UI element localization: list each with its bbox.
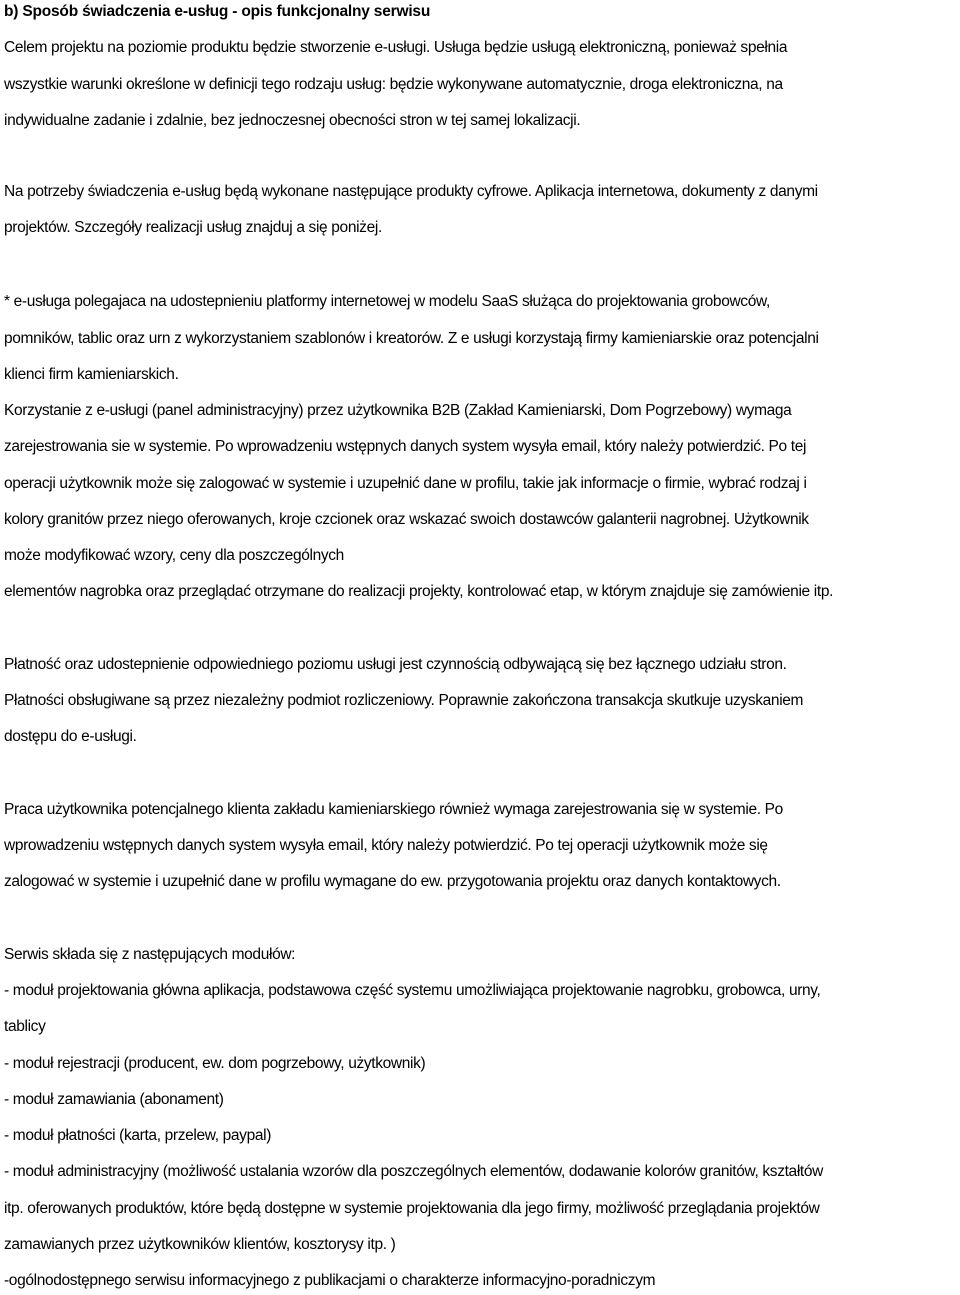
saas-line: * e-usługa polegajaca na udostepnieniu platformy internetowej w modelu SaaS służąca do projektowania grobowców, <box>4 293 770 310</box>
saas-line: zarejestrowania sie w systemie. Po wprowadzeniu wstępnych danych system wysyła email, który należy potwierdzić. Po tej <box>4 438 807 455</box>
payment-line: dostępu do e-usługi. <box>4 728 137 745</box>
intro-line: wszystkie warunki określone w definicji tego rodzaju usług: będzie wykonywane automatycznie, droga elektroniczna, na <box>4 76 783 93</box>
saas-line: Korzystanie z e-usługi (panel administracyjny) przez użytkownika B2B (Zakład Kamieniarski, Dom Pogrzebowy) wymaga <box>4 402 792 419</box>
module-item: itp. oferowanych produktów, które będą dostępne w systemie projektowania dla jego firmy, możliwość przeglądania projektów <box>4 1200 820 1217</box>
module-item: - moduł rejestracji (producent, ew. dom pogrzebowy, użytkownik) <box>4 1055 426 1072</box>
client-line: wprowadzeniu wstępnych danych system wysyła email, który należy potwierdzić. Po tej operacji użytkownik może się <box>4 837 768 854</box>
client-line: zalogować w systemie i uzupełnić dane w profilu wymagane do ew. przygotowania projektu oraz danych kontaktowych. <box>4 873 781 890</box>
intro-line: indywidualne zadanie i zdalnie, bez jednoczesnej obecności stron w tej samej lokalizacji. <box>4 112 581 129</box>
module-item: - moduł administracyjny (możliwość ustalania wzorów dla poszczególnych elementów, dodawanie kolorów granitów, kształtów <box>4 1163 823 1180</box>
module-item: - moduł projektowania główna aplikacja, podstawowa część systemu umożliwiająca projektowanie nagrobku, grobowca, urny, <box>4 982 821 999</box>
saas-line: pomników, tablic oraz urn z wykorzystaniem szablonów i kreatorów. Z e usługi korzystają firmy kamieniarskie oraz potencjalni <box>4 330 819 347</box>
products-line: projektów. Szczegóły realizacji usług znajduj a się poniżej. <box>4 219 382 236</box>
saas-line: kolory granitów przez niego oferowanych, kroje czcionek oraz wskazać swoich dostawców galanterii nagrobnej. Użytkownik <box>4 511 809 528</box>
section-heading: b) Sposób świadczenia e-usług - opis funkcjonalny serwisu <box>4 3 431 20</box>
saas-line: operacji użytkownik może się zalogować w systemie i uzupełnić dane w profilu, takie jak informacje o firmie, wybrać rodzaj i <box>4 475 807 492</box>
products-line: Na potrzeby świadczenia e-usług będą wykonane następujące produkty cyfrowe. Aplikacja internetowa, dokumenty z danymi <box>4 183 818 200</box>
modules-intro: Serwis składa się z następujących modułów: <box>4 946 296 963</box>
module-item: - moduł płatności (karta, przelew, paypal) <box>4 1127 272 1144</box>
module-item: -ogólnodostępnego serwisu informacyjnego z publikacjami o charakterze informacyjno-poradniczym <box>4 1272 656 1289</box>
module-item: - moduł zamawiania (abonament) <box>4 1091 224 1108</box>
saas-line: elementów nagrobka oraz przeglądać otrzymane do realizacji projekty, kontrolować etap, w którym znajduje się zamówienie itp. <box>4 583 834 600</box>
saas-line: klienci firm kamieniarskich. <box>4 366 179 383</box>
module-item: zamawianych przez użytkowników klientów, kosztorysy itp. ) <box>4 1236 396 1253</box>
client-line: Praca użytkownika potencjalnego klienta zakładu kamieniarskiego również wymaga zarejestrowania się w systemie. Po <box>4 801 783 818</box>
payment-line: Płatność oraz udostepnienie odpowiedniego poziomu usługi jest czynnością odbywającą się bez łącznego udziału stron. <box>4 656 787 673</box>
module-item: tablicy <box>4 1018 46 1035</box>
saas-line: może modyfikować wzory, ceny dla poszczególnych <box>4 547 344 564</box>
payment-line: Płatności obsługiwane są przez niezależny podmiot rozliczeniowy. Poprawnie zakończona transakcja skutkuje uzyskaniem <box>4 692 804 709</box>
intro-line: Celem projektu na poziomie produktu będzie stworzenie e-usługi. Usługa będzie usługą elektroniczną, ponieważ spełnia <box>4 39 788 56</box>
